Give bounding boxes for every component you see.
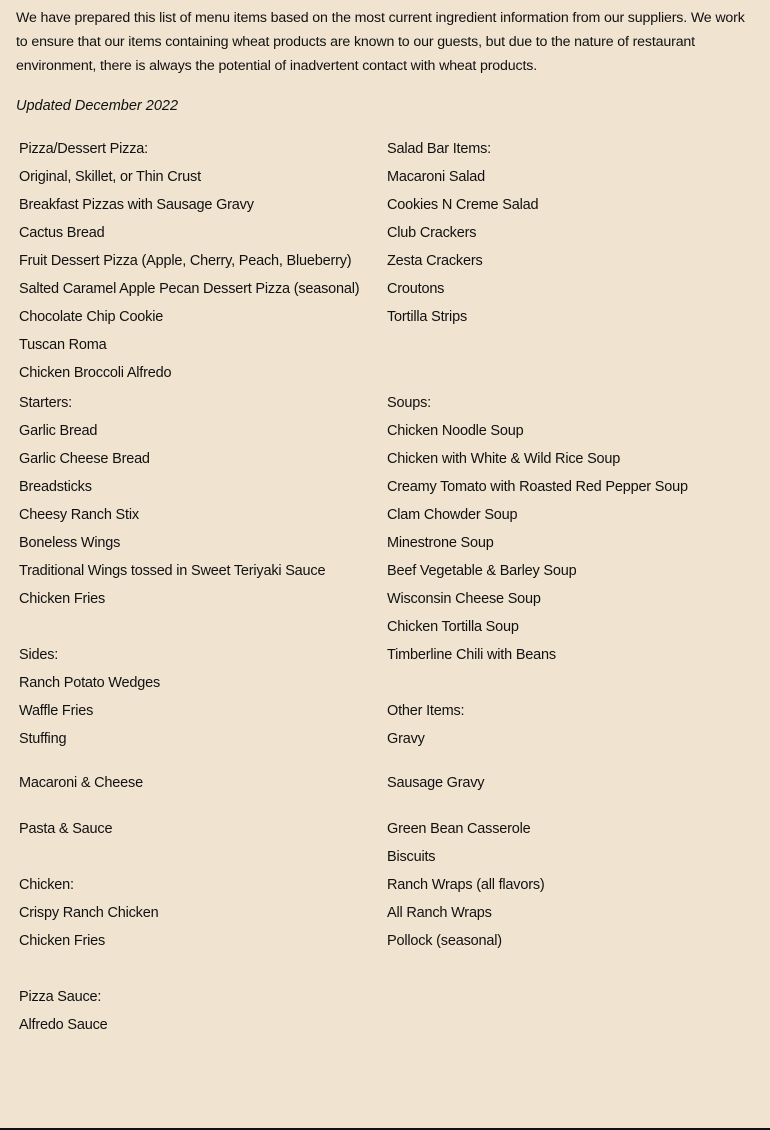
list-item: Wisconsin Cheese Soup <box>387 591 541 607</box>
list-item: Garlic Bread <box>19 423 98 439</box>
section-header-salad-bar: Salad Bar Items: <box>387 141 491 157</box>
list-item: Chicken Fries <box>19 591 106 607</box>
list-item: Boneless Wings <box>19 535 121 551</box>
list-item: Pollock (seasonal) <box>387 933 502 949</box>
list-item: Garlic Cheese Bread <box>19 451 150 467</box>
section-header-sides: Sides: <box>19 647 59 663</box>
list-item: Pasta & Sauce <box>19 821 113 837</box>
list-item: Chicken with White & Wild Rice Soup <box>387 451 621 467</box>
list-item: Chicken Broccoli Alfredo <box>19 365 172 381</box>
list-item: Breakfast Pizzas with Sausage Gravy <box>19 197 254 213</box>
list-item: Creamy Tomato with Roasted Red Pepper Soup <box>387 479 688 495</box>
list-item: Tuscan Roma <box>19 337 107 353</box>
list-item: Cheesy Ranch Stix <box>19 507 139 523</box>
list-item: Cactus Bread <box>19 225 105 241</box>
list-item: Timberline Chili with Beans <box>387 647 556 663</box>
section-header-other-items: Other Items: <box>387 703 465 719</box>
section-header-soups: Soups: <box>387 395 431 411</box>
list-item: Croutons <box>387 281 445 297</box>
list-item: Clam Chowder Soup <box>387 507 518 523</box>
list-item: Club Crackers <box>387 225 477 241</box>
list-item: Crispy Ranch Chicken <box>19 905 159 921</box>
list-item: Original, Skillet, or Thin Crust <box>19 169 201 185</box>
list-item: Tortilla Strips <box>387 309 467 325</box>
list-item: Sausage Gravy <box>387 775 485 791</box>
list-item: Ranch Potato Wedges <box>19 675 161 691</box>
list-item: Alfredo Sauce <box>19 1017 108 1033</box>
section-header-starters: Starters: <box>19 395 72 411</box>
list-item: Zesta Crackers <box>387 253 483 269</box>
updated-date: Updated December 2022 <box>16 98 179 114</box>
list-item: Fruit Dessert Pizza (Apple, Cherry, Peach, Blueberry) <box>19 253 352 269</box>
section-header-pizza-sauce: Pizza Sauce: <box>19 989 102 1005</box>
list-item: Stuffing <box>19 731 67 747</box>
section-header-pizza: Pizza/Dessert Pizza: <box>19 141 148 157</box>
intro-paragraph: We have prepared this list of menu items based on the most current ingredient information from our suppliers. We work to ensure that our items containing wheat products are known to our guests, but due to the nature of restaurant environment, there is always the potential of inadvertent contact with wheat products. <box>16 10 745 74</box>
list-item: Macaroni Salad <box>387 169 485 185</box>
list-item: Waffle Fries <box>19 703 94 719</box>
list-item: Cookies N Creme Salad <box>387 197 539 213</box>
list-item: Beef Vegetable & Barley Soup <box>387 563 577 579</box>
list-item: Chicken Noodle Soup <box>387 423 524 439</box>
list-item: Traditional Wings tossed in Sweet Teriyaki Sauce <box>19 563 326 579</box>
list-item: Green Bean Casserole <box>387 821 531 837</box>
list-item: Macaroni & Cheese <box>19 775 143 791</box>
list-item: All Ranch Wraps <box>387 905 492 921</box>
list-item: Chicken Fries <box>19 933 106 949</box>
list-item: Chicken Tortilla Soup <box>387 619 519 635</box>
list-item: Biscuits <box>387 849 436 865</box>
list-item: Ranch Wraps (all flavors) <box>387 877 545 893</box>
list-item: Salted Caramel Apple Pecan Dessert Pizza (seasonal) <box>19 281 360 297</box>
list-item: Chocolate Chip Cookie <box>19 309 164 325</box>
list-item: Gravy <box>387 731 425 747</box>
list-item: Breadsticks <box>19 479 92 495</box>
list-item: Minestrone Soup <box>387 535 494 551</box>
section-header-chicken: Chicken: <box>19 877 74 893</box>
